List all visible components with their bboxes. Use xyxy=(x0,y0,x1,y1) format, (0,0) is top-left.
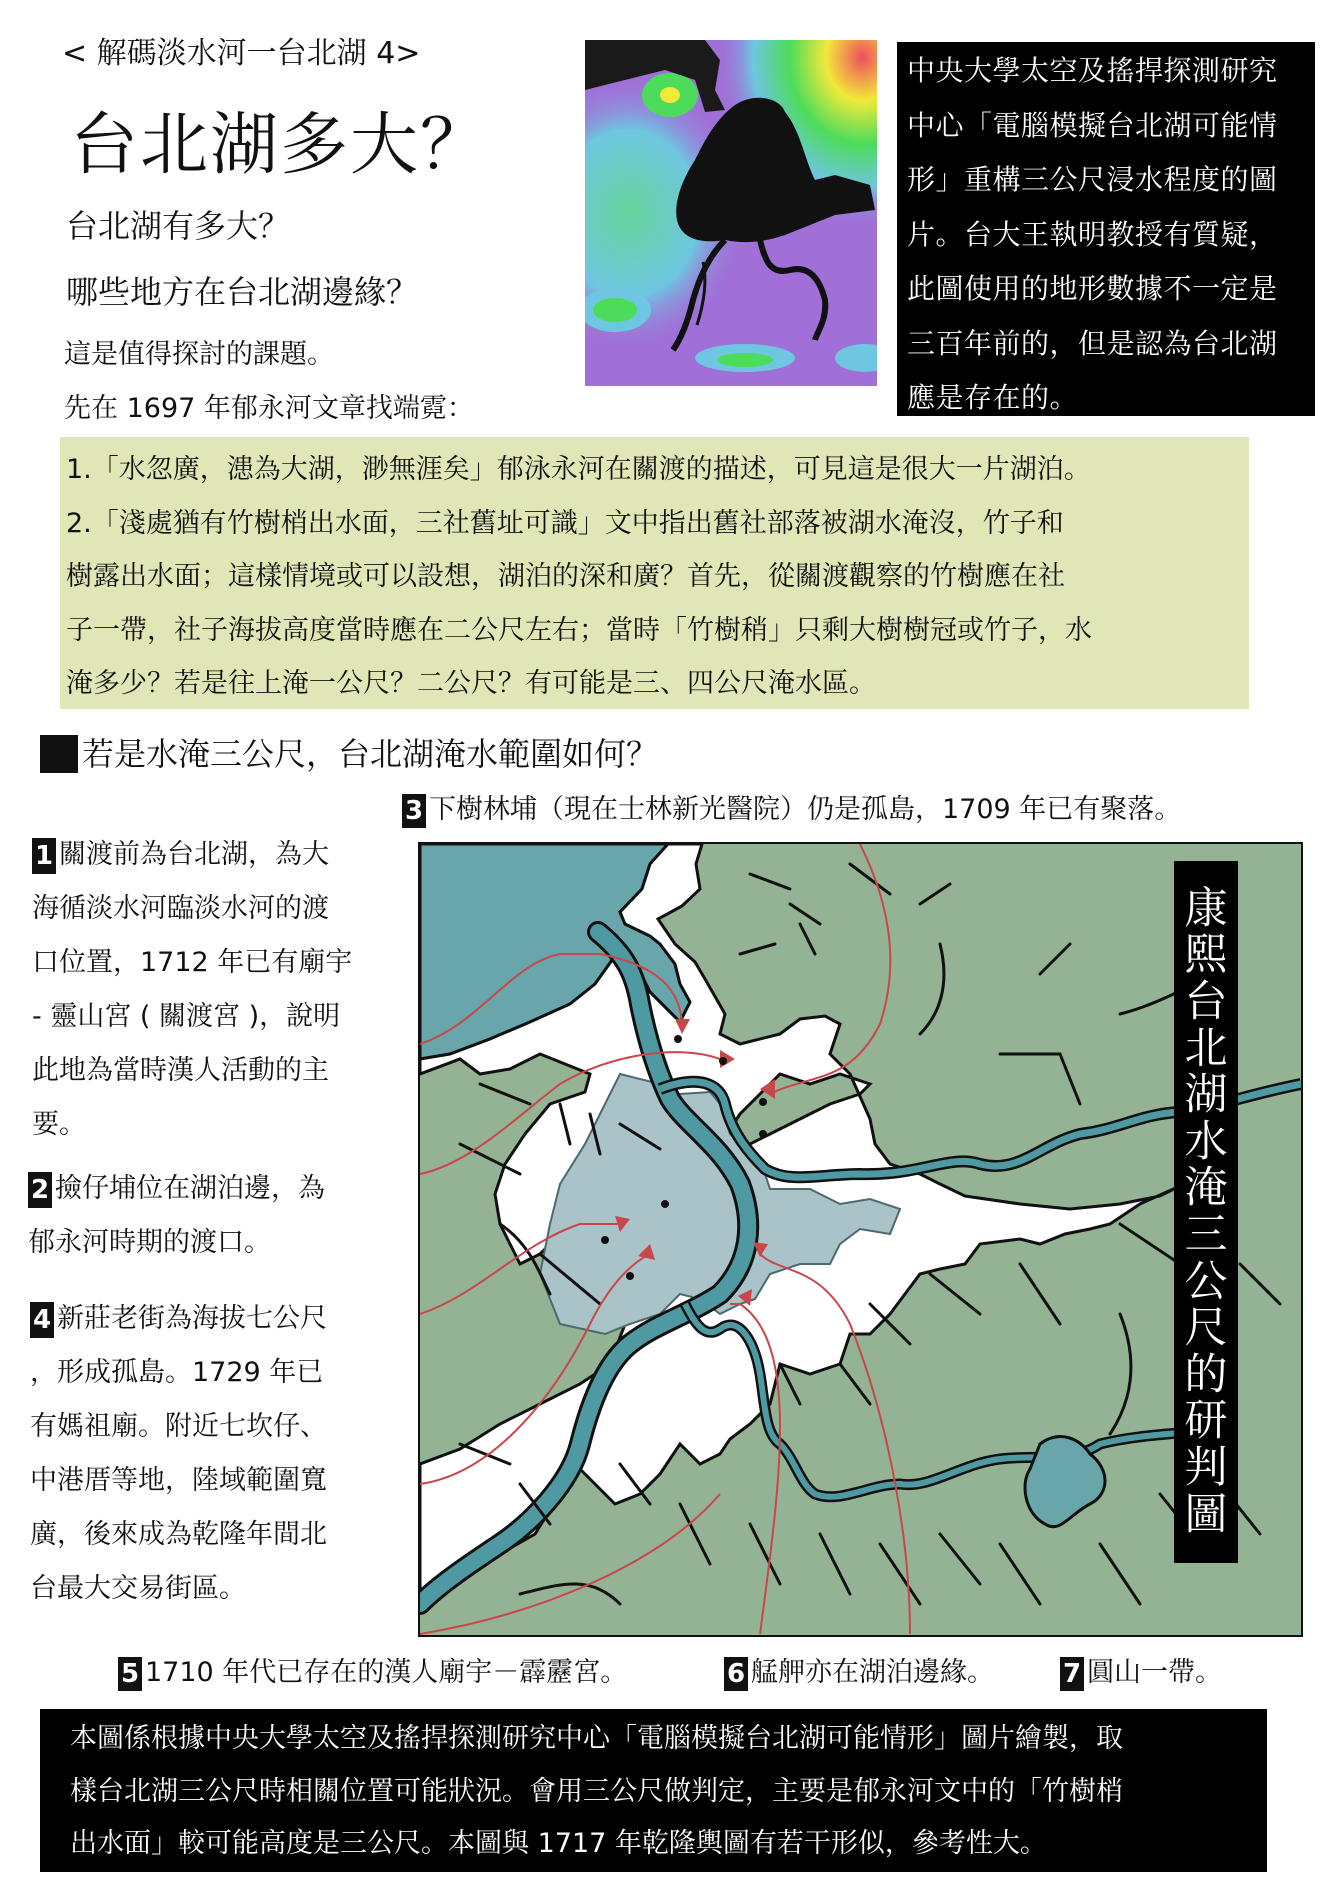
note-3 xyxy=(402,788,1181,832)
note-line: 應是存在的。 xyxy=(907,381,1079,414)
note-line: 台最大交易街區。 xyxy=(30,1573,246,1604)
note-6 xyxy=(724,1650,994,1696)
square-bullet-icon xyxy=(40,735,78,773)
note-line: 撿仔埔位在湖泊邊，為 xyxy=(55,1173,325,1204)
note-line: 中港厝等地，陸域範圍寬 xyxy=(30,1465,327,1496)
title-char: 水 xyxy=(1184,1116,1228,1167)
number-badge: 3 xyxy=(402,794,426,828)
note-7 xyxy=(1060,1650,1222,1696)
note-3-text: 下樹林埔（現在士林新光醫院）仍是孤島，1709 年已有聚落。 xyxy=(429,794,1182,825)
note-line: 口位置，1712 年已有廟宇 xyxy=(32,947,353,978)
question-2: 哪些地方在台北湖邊緣？ xyxy=(66,273,419,311)
title-char: 熙 xyxy=(1184,930,1228,981)
title-char: 三 xyxy=(1184,1210,1228,1260)
research-note-box xyxy=(897,42,1315,416)
note-line: 廣，後來成為乾隆年間北 xyxy=(30,1519,327,1550)
page-title: 台北湖多大？ xyxy=(70,106,491,185)
question-1: 台北湖有多大？ xyxy=(66,207,291,245)
title-char: 研 xyxy=(1184,1396,1228,1447)
elevation-simulation-image xyxy=(585,40,877,386)
note-line: 三百年前的，但是認為台北湖 xyxy=(907,326,1278,360)
note-line: 海循淡水河臨淡水河的渡 xyxy=(32,893,329,924)
note-line: 此圖使用的地形數據不一定是 xyxy=(907,272,1278,305)
series-title: < 解碼淡水河一台北湖 4> xyxy=(62,36,421,71)
title-char: 台 xyxy=(1184,977,1228,1028)
note-line: 片。台大王執明教授有質疑， xyxy=(907,217,1278,251)
title-char: 公 xyxy=(1184,1256,1228,1307)
note-1 xyxy=(32,828,352,1152)
intro-line-1: 這是值得探討的課題。 xyxy=(64,339,334,370)
note-6-text: 艋舺亦在湖泊邊緣。 xyxy=(751,1657,994,1688)
footer-line: 樣台北湖三公尺時相關位置可能狀況。會用三公尺做判定，主要是郁永河文中的「竹樹梢 xyxy=(70,1775,1123,1807)
title-char: 湖 xyxy=(1184,1070,1228,1121)
note-5 xyxy=(118,1650,627,1696)
quote-line: 子一帶，社子海拔高度當時應在二公尺左右；當時「竹樹稍」只剩大樹樹冠或竹子，水 xyxy=(66,614,1092,646)
title-char: 康 xyxy=(1184,883,1228,934)
footer-line: 出水面」較可能高度是三公尺。本圖與 1717 年乾隆輿圖有若干形似，參考性大。 xyxy=(70,1828,1047,1859)
number-badge: 2 xyxy=(28,1172,52,1208)
number-badge: 6 xyxy=(724,1657,748,1691)
note-line: 形」重構三公尺浸水程度的圖 xyxy=(907,163,1278,196)
number-badge: 5 xyxy=(118,1657,142,1691)
note-line: - 靈山宮 ( 關渡宮 )，說明 xyxy=(32,1001,341,1032)
number-badge: 1 xyxy=(32,838,56,874)
note-line: 關渡前為台北湖，為大 xyxy=(59,839,329,870)
note-4 xyxy=(30,1292,327,1616)
note-7-text: 圓山一帶。 xyxy=(1087,1657,1222,1688)
quote-line: 2.「淺處猶有竹樹梢出水面，三社舊址可識」文中指出舊社部落被湖水淹沒，竹子和 xyxy=(66,507,1064,539)
note-line: ，形成孤島。1729 年已 xyxy=(30,1357,324,1388)
number-badge: 7 xyxy=(1060,1657,1084,1691)
note-line: 有媽祖廟。附近七坎仔、 xyxy=(30,1411,327,1442)
title-char: 的 xyxy=(1184,1349,1228,1400)
note-line: 中央大學太空及搖捍探測研究 xyxy=(907,54,1278,87)
title-char: 北 xyxy=(1184,1023,1228,1074)
quote-line: 1.「水忽廣，漶為大湖，渺無涯矣」郁泳永河在關渡的描述，可見這是很大一片湖泊。 xyxy=(66,454,1091,485)
note-5-text: 1710 年代已存在的漢人廟宇－霹靂宮。 xyxy=(145,1657,628,1688)
note-line: 郁永河時期的渡口。 xyxy=(28,1227,271,1258)
note-2 xyxy=(28,1162,325,1270)
note-line: 此地為當時漢人活動的主 xyxy=(32,1055,329,1086)
section-heading xyxy=(40,732,658,776)
map-vertical-title xyxy=(1174,861,1238,1563)
footer-line: 本圖係根據中央大學太空及搖捍探測研究中心「電腦模擬台北湖可能情形」圖片繪製，取 xyxy=(70,1723,1123,1754)
title-char: 尺 xyxy=(1184,1303,1228,1354)
quote-line: 淹多少？若是往上淹一公尺？二公尺？有可能是三、四公尺淹水區。 xyxy=(66,668,876,699)
title-char: 圖 xyxy=(1184,1489,1228,1540)
note-line: 新莊老街為海拔七公尺 xyxy=(57,1303,327,1334)
note-line: 要。 xyxy=(32,1109,86,1140)
title-char: 淹 xyxy=(1184,1163,1228,1214)
bottom-notes xyxy=(118,1650,1318,1696)
footer-source-note xyxy=(40,1709,1267,1872)
quote-box xyxy=(60,437,1249,709)
number-badge: 4 xyxy=(30,1302,54,1338)
title-char: 判 xyxy=(1184,1442,1228,1493)
quote-line: 樹露出水面；這樣情境或可以設想，湖泊的深和廣？首先，從關渡觀察的竹樹應在社 xyxy=(66,561,1065,592)
section-heading-text: 若是水淹三公尺，台北湖淹水範圍如何？ xyxy=(82,735,659,773)
intro-line-2: 先在 1697 年郁永河文章找端霓： xyxy=(64,393,474,424)
note-line: 中心「電腦模擬台北湖可能情 xyxy=(907,108,1278,142)
taipei-lake-map xyxy=(418,842,1303,1637)
